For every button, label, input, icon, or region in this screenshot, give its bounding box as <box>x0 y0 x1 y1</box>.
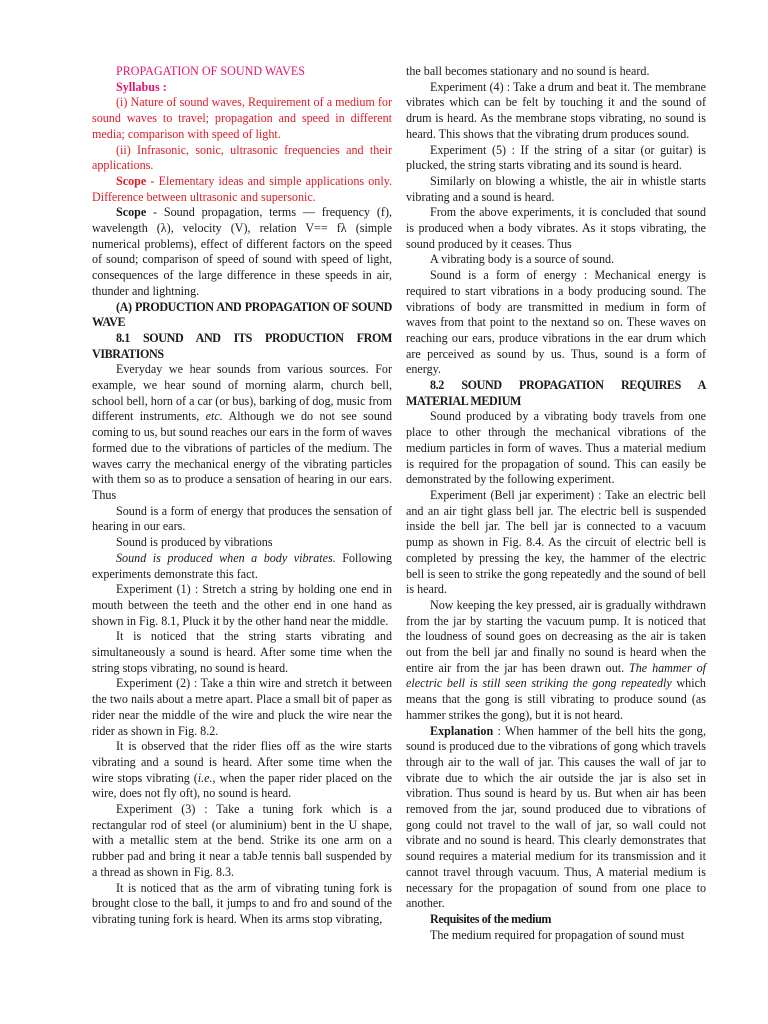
paragraph <box>92 739 392 802</box>
paragraph <box>406 724 706 912</box>
scope-label-1: Scope <box>116 173 147 188</box>
paragraph <box>406 598 706 724</box>
paragraph-text: when the paper rider placed on the wire, does not fly oft), no sound is heard. <box>92 770 392 801</box>
paragraph-text: : When hammer of the bell hits the gong, sound is produced due to the vibrations of gong which travels through air to the wall of jar. This causes the wall of jar to vibrate due to which the air outside the jar is also set in vibration. Thus sound is heard by us. But when air has been removed from the jar, sound produced due to vibrations of gong could not travel to the wall of jar, so wall could not vibrate and no sound is heard. This clearly demonstrates that sound requires a material medium for its transmission and it cannot travel through vacuum. Thus, A material medium is necessary for the propagation of sound from one place to another. <box>406 723 706 911</box>
paragraph-italic: i.e., <box>197 770 216 785</box>
syllabus-item-1: (i) Nature of sound waves, Requirement of a medium for sound waves to travel; propagation and speed in different media; comparison with speed of light. <box>92 95 392 141</box>
paragraph: A vibrating body is a source of sound. <box>430 252 615 267</box>
syllabus-label: Syllabus : <box>116 79 167 94</box>
paragraph-text: Everyday we hear sounds from various sources. For example, we hear sound of morning alarm, church bell, school bell, horn of a car (or bus), barking of dog, music from different instruments, <box>92 362 392 424</box>
paragraph: Experiment (1) : Stretch a string by holding one end in mouth between the teeth and the other end in one hand as shown in Fig. 8.1, Pluck it by the other hand near the middle. <box>92 582 392 628</box>
section-heading-a: (A) PRODUCTION AND PROPAGATION OF SOUND WAVE <box>92 299 392 330</box>
paragraph: Experiment (5) : If the string of a sitar (or guitar) is plucked, the string starts vibrating and its sound is heard. <box>406 142 706 173</box>
page-title: PROPAGATION OF SOUND WAVES <box>116 64 305 78</box>
paragraph <box>92 362 392 503</box>
section-heading-8-2: 8.2 SOUND PROPAGATION REQUIRES A MATERIAL MEDIUM <box>406 378 706 408</box>
paragraph: It is noticed that the string starts vibrating and simultaneously a sound is heard. After some time when the string stops vibrating, no sound is heard. <box>92 629 392 675</box>
paragraph: Experiment (Bell jar experiment) : Take an electric bell and an air tight glass bell jar. The electric bell is suspended inside the bell jar. The bell jar is connected to a vacuum pump as shown in Fig. 8.4. As the circuit of electric bell is completed by pressing the key, the hammer of the electric bell is seen to strike the gong repeatedly and the sound of bell is heard. <box>406 487 706 597</box>
scope-elementary <box>92 174 392 205</box>
paragraph: Sound is a form of energy : Mechanical energy is required to start vibrations in a body producing sound. The vibrations of body are transmitted in medium in form of waves from that point to the nextand so on. These waves on reaching our ears, produce vibrations in the ear drum which are perceived as sound by us. Thus, sound is a form of energy. <box>406 268 706 377</box>
paragraph-text: It is observed that the rider flies off as the wire starts vibrating and a sound is heard. After some time when the wire stops vibrating ( <box>92 739 392 785</box>
paragraph-italic: The hammer of electric bell is still seen striking the gong repeatedly <box>406 660 707 691</box>
left-column <box>92 64 392 1024</box>
scope-label-2: Scope <box>116 205 147 220</box>
subheading-requisites: Requisites of the medium <box>430 911 552 926</box>
paragraph: Similarly on blowing a whistle, the air in whistle starts vibrating and a sound is heard. <box>406 173 706 204</box>
scope-text-2: - Sound propagation, terms — frequency (f), wavelength (λ), velocity (V), relation V== fλ (simple numerical problems), effect of different factors on the speed of sound; comparison of speed of sound with speed of light, consequences of the large difference in these speeds in air, thunder and lightning. <box>92 205 392 298</box>
paragraph <box>92 551 392 582</box>
paragraph: Experiment (4) : Take a drum and beat it. The membrane vibrates which can be felt by touching it and the sound of drum is heard. As the membrane stops vibrating, no sound is heard. This shows that the vibrating drum produces sound. <box>406 79 706 141</box>
scope-propagation <box>92 205 392 299</box>
paragraph: From the above experiments, it is concluded that sound is produced when a body vibrates. As it stops vibrating, the sound produced by it ceases. Thus <box>406 205 706 251</box>
paragraph-text: Following experiments demonstrate this fact. <box>92 550 392 581</box>
paragraph-text: Although we do not see sound coming to us, but sound reaches our ears in the form of waves formed due to the vibrations of particles of the medium. The waves carry the mechanical energy of the vibrating particles with them so as to produce a sensation of hearing in our ears. Thus <box>92 409 392 502</box>
syllabus-item-2: (ii) Infrasonic, sonic, ultrasonic frequencies and their applications. <box>92 142 392 173</box>
paragraph: Sound is produced by vibrations <box>116 535 273 550</box>
paragraph-text: which means that the gong is still vibrating to produce sound (as hammer strikes the gong), but it is not heard. <box>406 676 706 722</box>
paragraph: Sound is a form of energy that produces the sensation of hearing in our ears. <box>92 503 392 534</box>
paragraph-text: Now keeping the key pressed, air is gradually withdrawn from the jar by starting the vacuum pump. It is noticed that the loudness of sound goes on decreasing as the air is taken out from the bell jar and finally no sound is heard when the entire air from the jar has been drawn out. <box>406 597 706 675</box>
paragraph-italic: etc. <box>205 409 223 424</box>
paragraph: Experiment (3) : Take a tuning fork which is a rectangular rod of steel (or aluminium) bent in the U shape, with a metallic stem at the bend. Strike its one arm on a rubber pad and bring it near a tabJe tennis ball suspended by a thread as shown in Fig. 8.3. <box>92 802 392 879</box>
scope-text-1: - Elementary ideas and simple applications only. Difference between ultrasonic and supersonic. <box>92 173 392 204</box>
paragraph-italic: Sound is produced when a body vibrates. <box>116 550 336 565</box>
paragraph: The medium required for propagation of sound must <box>430 927 685 942</box>
section-heading-8-1: 8.1 SOUND AND ITS PRODUCTION FROM VIBRATIONS <box>92 330 392 361</box>
paragraph: It is noticed that as the arm of vibrating tuning fork is brought close to the ball, it jumps to and fro and sound of the vibrating tuning fork is heard. When its arms stop vibrating, <box>92 880 392 926</box>
explanation-label: Explanation <box>430 723 494 738</box>
paragraph: Sound produced by a vibrating body travels from one place to other through the mechanical vibrations of the medium particles in form of waves. Thus a material medium is required for the propagation of sound. This can easily be demonstrated by the following experiment. <box>406 409 706 487</box>
paragraph: the ball becomes stationary and no sound is heard. <box>406 64 650 78</box>
right-column <box>406 64 706 1024</box>
paragraph: Experiment (2) : Take a thin wire and stretch it between the two nails about a metre apart. Place a small bit of paper as rider near the middle of the wire and pluck the wire near the rider as shown in Fig. 8.2. <box>92 676 392 738</box>
